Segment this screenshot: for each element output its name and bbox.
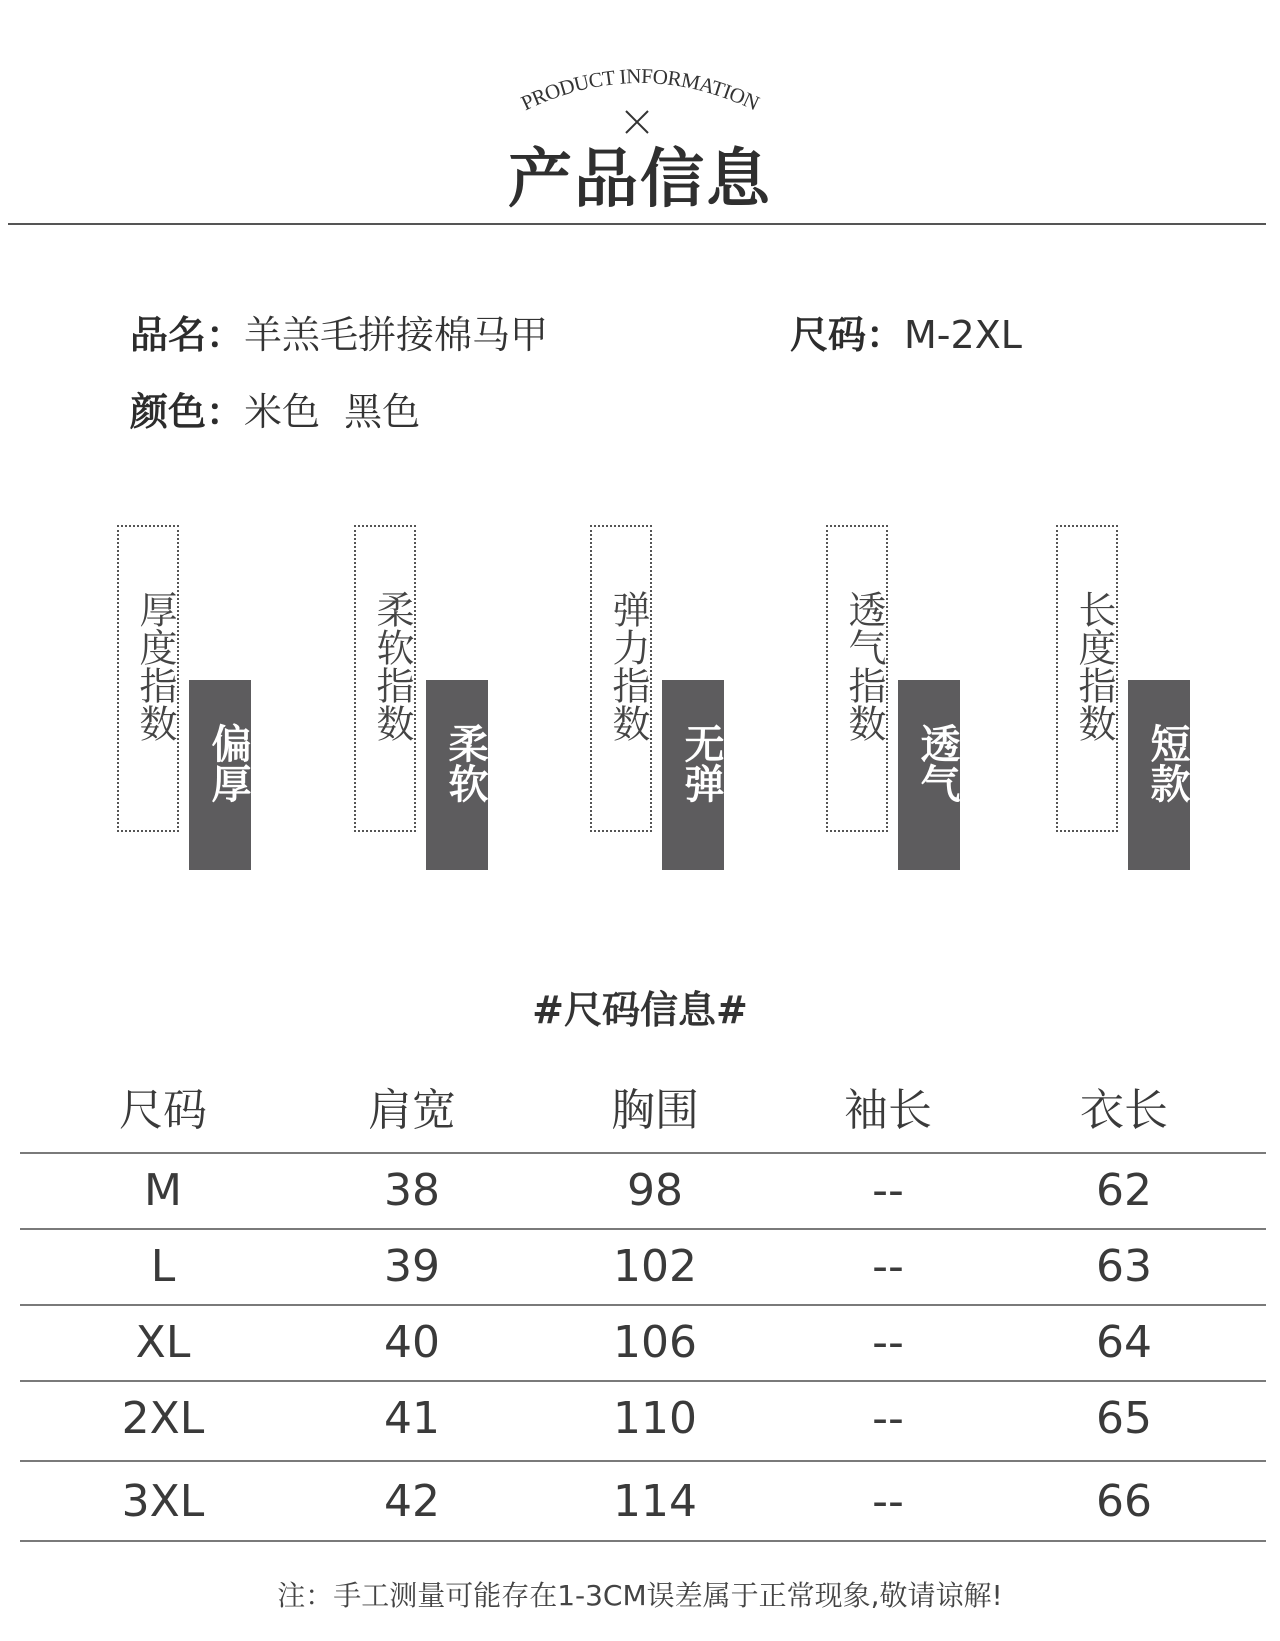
table-cell: 106 [613,1317,697,1368]
arc-text-path: PRODUCT INFORMATION [517,63,763,116]
table-cell: 62 [1096,1165,1152,1216]
color-row [130,387,420,437]
index-value: 偏厚 [205,723,251,803]
table-cell: 66 [1096,1476,1152,1527]
index-card-breathability [826,525,966,870]
index-label: 弹力指数 [606,590,650,742]
product-name-row [130,310,548,360]
table-cell: 3XL [121,1476,205,1527]
table-cell: -- [872,1317,904,1368]
color-label: 颜色： [130,390,245,434]
column-header: 衣长 [1080,1085,1168,1136]
index-value: 柔软 [442,723,488,803]
index-value-box [426,680,488,870]
table-cell: -- [872,1476,904,1527]
index-label-box [826,525,888,832]
index-label-box [117,525,179,832]
color-value: 米色 黑色 [244,390,421,434]
product-name-value: 羊羔毛拼接棉马甲 [244,313,549,357]
table-row [20,1152,1266,1228]
cross-icon [623,108,651,136]
table-cell: 2XL [121,1393,205,1444]
table-cell: 42 [384,1476,440,1527]
index-card-thickness [117,525,257,870]
index-label: 透气指数 [842,590,886,742]
size-range-row [790,310,1022,360]
column-header: 尺码 [119,1085,207,1136]
column-header: 胸围 [611,1085,699,1136]
column-header: 袖长 [844,1085,932,1136]
table-cell: 102 [613,1241,697,1292]
index-value-box [898,680,960,870]
index-value: 短款 [1144,723,1190,803]
table-cell: XL [135,1317,191,1368]
table-cell: 114 [613,1476,697,1527]
table-cell: 63 [1096,1241,1152,1292]
table-row [20,1460,1266,1542]
table-cell: 98 [627,1165,683,1216]
table-cell: -- [872,1165,904,1216]
measurement-note: 注：手工测量可能存在1-3CM误差属于正常现象,敬请谅解! [277,1579,1003,1612]
table-row [20,1380,1266,1460]
index-label: 柔软指数 [370,590,414,742]
table-cell: M [144,1165,182,1216]
index-value-box [189,680,251,870]
index-card-length [1056,525,1196,870]
table-cell: 110 [613,1393,697,1444]
table-cell: -- [872,1241,904,1292]
table-row [20,1228,1266,1304]
index-card-elasticity [590,525,730,870]
size-info-heading: #尺码信息# [532,988,748,1032]
product-info-header [0,0,1280,230]
size-range-value: M-2XL [904,313,1022,357]
table-cell: L [150,1241,176,1292]
index-value-box [662,680,724,870]
index-label-box [590,525,652,832]
table-cell: 41 [384,1393,440,1444]
size-range-label: 尺码： [790,313,905,357]
table-cell: 38 [384,1165,440,1216]
index-label-box [354,525,416,832]
table-header-row [20,1070,1266,1152]
index-label: 厚度指数 [133,590,177,742]
index-card-softness [354,525,494,870]
index-label-box [1056,525,1118,832]
column-header: 肩宽 [368,1085,456,1136]
table-cell: 65 [1096,1393,1152,1444]
size-table [20,1070,1266,1542]
index-value-box [1128,680,1190,870]
index-value: 透气 [914,723,960,803]
index-label: 长度指数 [1072,590,1116,742]
table-row [20,1304,1266,1380]
index-value: 无弹 [678,723,724,803]
table-cell: -- [872,1393,904,1444]
header-divider [8,223,1266,225]
table-cell: 64 [1096,1317,1152,1368]
table-cell: 39 [384,1241,440,1292]
product-name-label: 品名： [130,313,245,357]
table-cell: 40 [384,1317,440,1368]
page-title: 产品信息 [508,143,772,217]
